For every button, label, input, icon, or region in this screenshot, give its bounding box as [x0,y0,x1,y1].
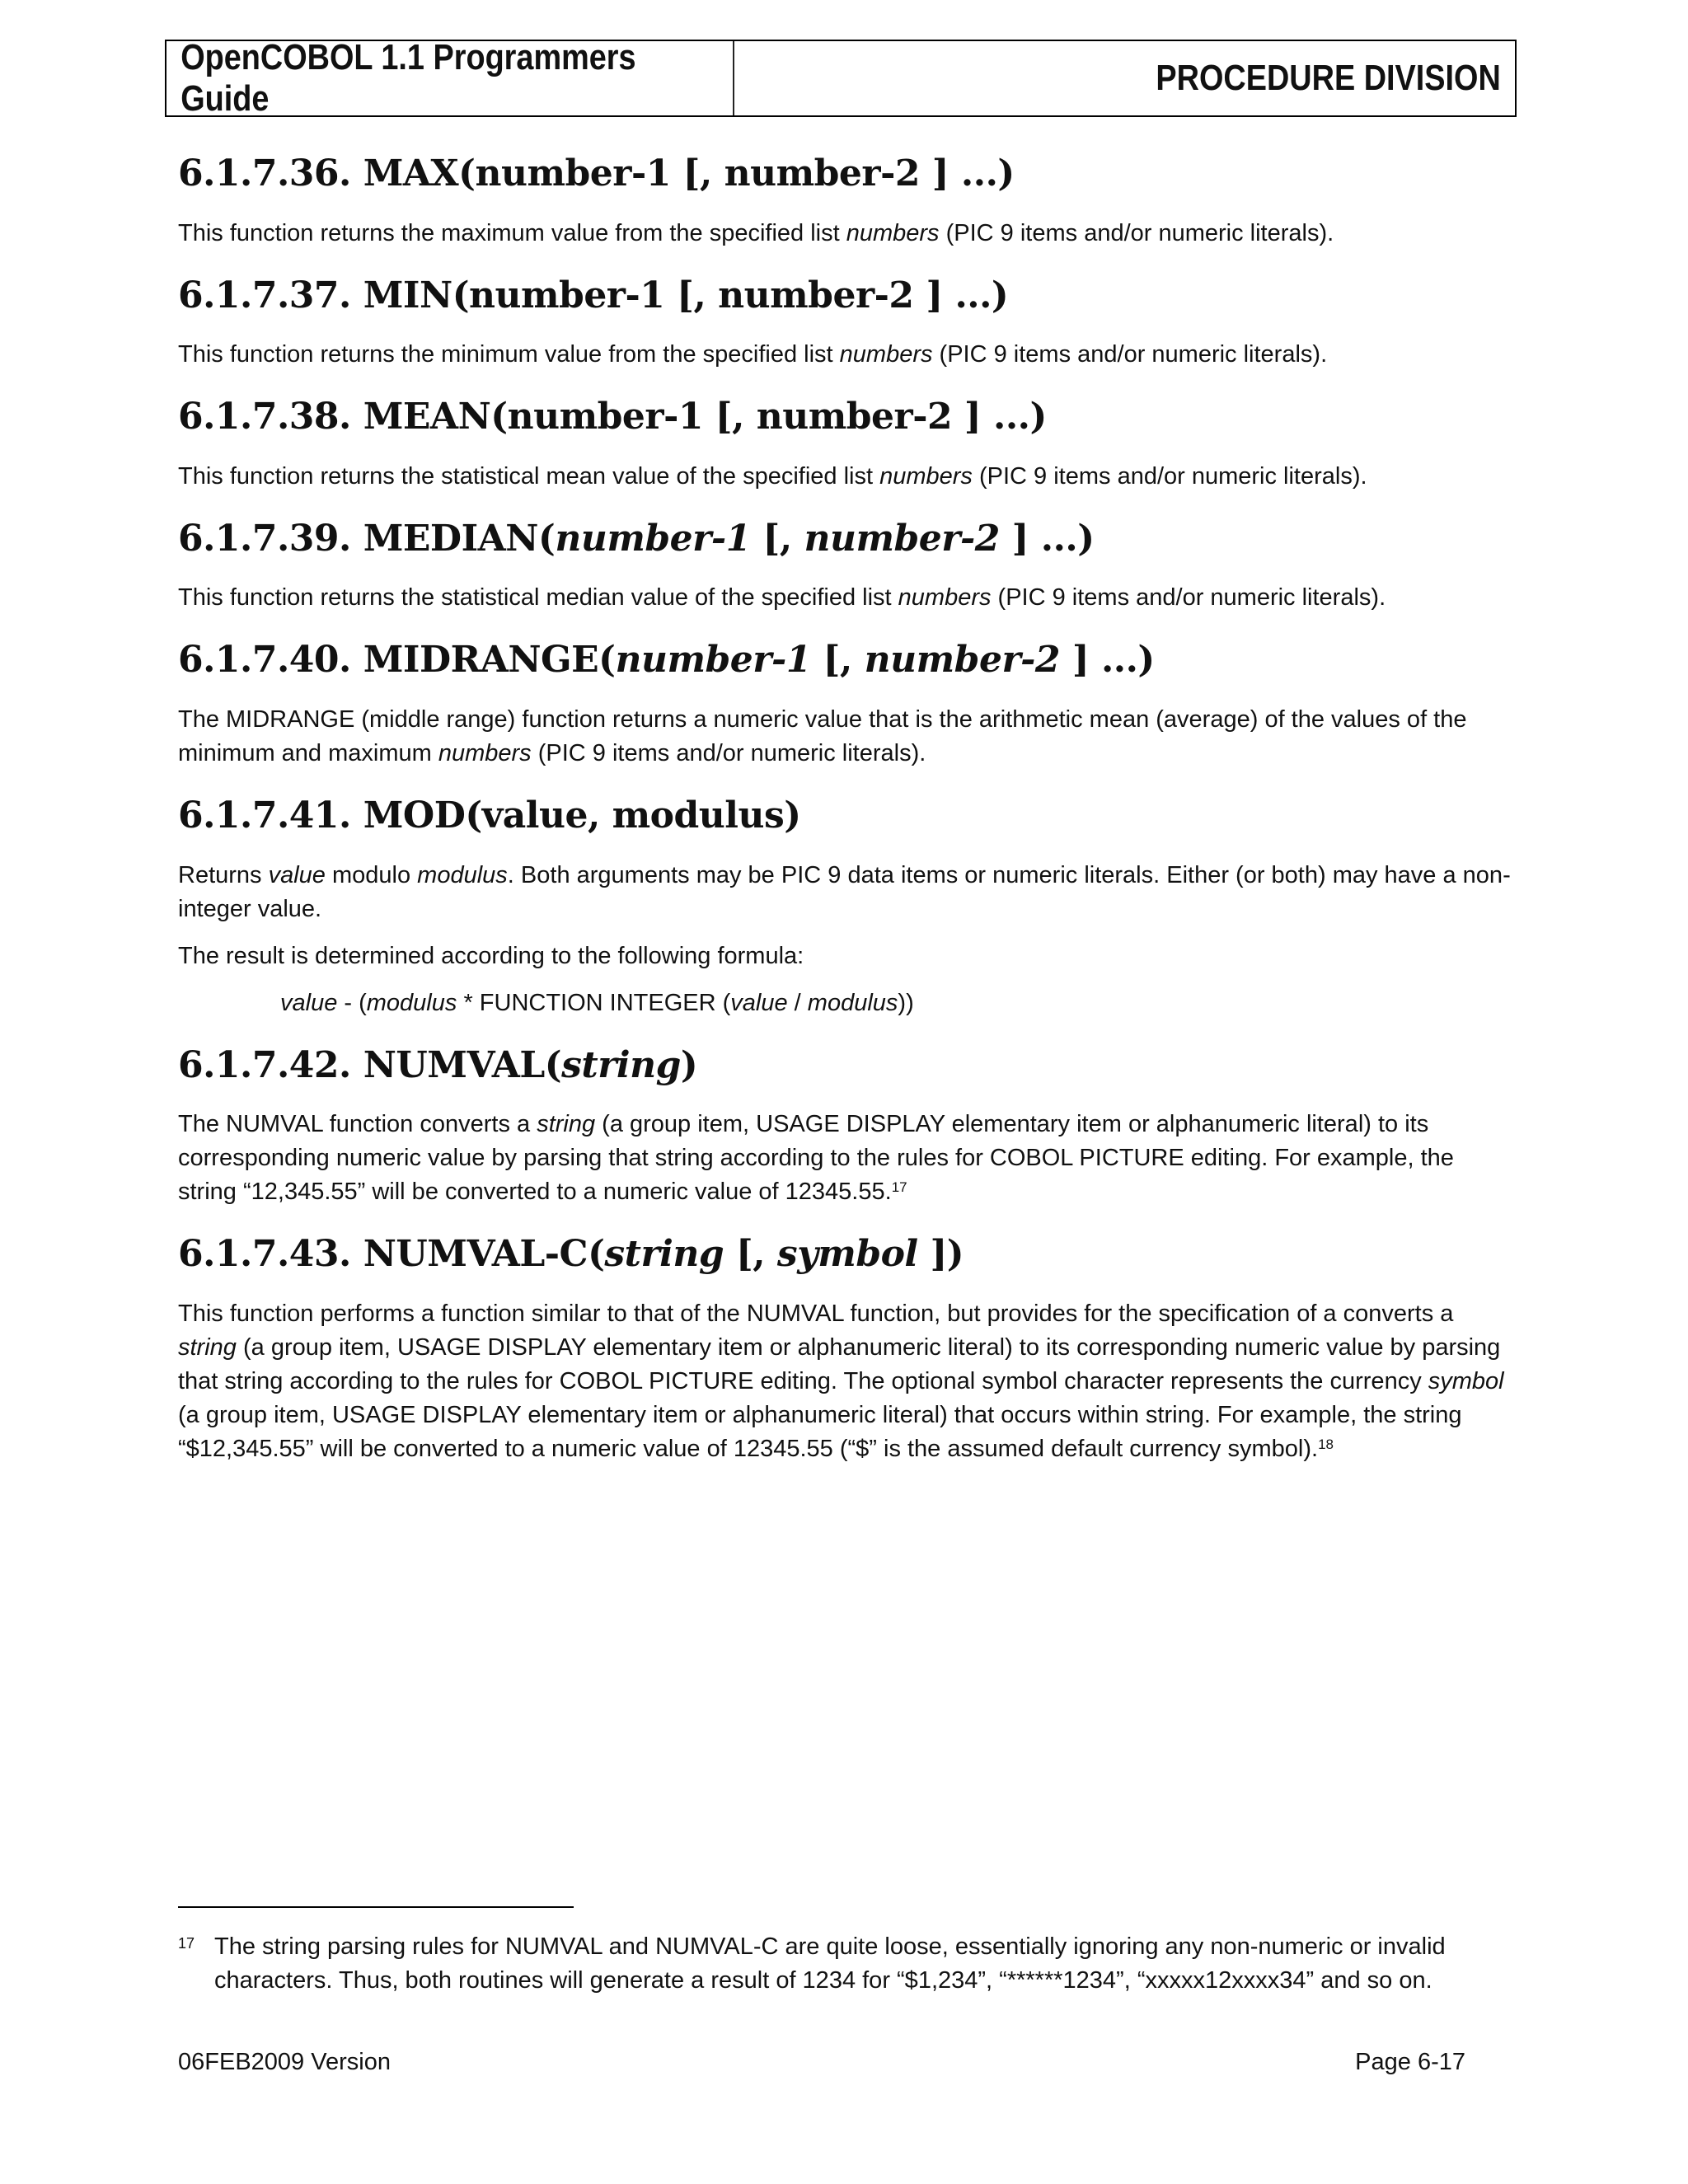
section-midrange [178,640,1518,771]
section-title: NUMVAL-C(string [, symbol ]) [363,1233,964,1276]
section-number: 6.1.7.42. [178,1043,351,1086]
footnote [178,1930,1518,1998]
section-numval-c [178,1234,1518,1466]
section-number: 6.1.7.37. [178,274,351,316]
section-title: MIDRANGE(number-1 [, number-2 ] ...) [363,639,1155,682]
section-median [178,518,1518,616]
section-title: MEDIAN(number-1 [, number-2 ] ...) [363,517,1095,560]
page-footer [178,2049,1465,2076]
section-heading [178,795,1518,837]
section-min [178,275,1518,373]
section-body: The NUMVAL function converts a string (a group item, USAGE DISPLAY elementary item or alphanumeric literal) to its corresponding numeric value by parsing that string according to the rules for COBOL PICTURE editing. For example, the string “12,345.55” will be converted to a numeric value of 12345.55.17 [178,1111,1454,1206]
section-max [178,153,1518,251]
footnote-separator [178,1906,574,1908]
section-heading [178,275,1518,317]
header-guide-title-cell [166,37,734,119]
footnote-number: 17 [178,1935,195,1952]
section-title: MEAN(number-1 [, number-2 ] ...) [363,396,1047,438]
footnote-reference[interactable]: 17 [891,1179,907,1196]
section-body: This function performs a function similar to that of the NUMVAL function, but provides for the specification of a converts a string (a group item, USAGE DISPLAY elementary item or alphanumeric literal) to its corresponding numeric value by parsing that string according to the rules for COBOL PICTURE editing. The optional symbol character represents the currency symbol (a group item, USAGE DISPLAY elementary item or alphanumeric literal) that occurs within string. For example, the string “$12,345.55” will be converted to a numeric value of 12345.55 (“$” is the assumed default currency symbol).$^{18}$ [178,1300,1504,1462]
section-heading [178,640,1518,682]
section-heading [178,1234,1518,1276]
header-division-cell [923,41,1515,115]
section-heading [178,1045,1518,1087]
section-body: The result is determined according to the following formula: [178,942,804,969]
header-guide-title: OpenCOBOL 1.1 Programmers Guide [181,37,636,119]
section-body: The MIDRANGE (middle range) function returns a numeric value that is the arithmetic mean (average) of the values of the minimum and maximum numbers (PIC 9 items and/or numeric literals). [178,705,1467,766]
page-header [165,37,1517,119]
section-title: NUMVAL(string) [363,1043,698,1086]
section-body: Returns value modulo modulus. Both arguments may be PIC 9 data items or numeric literals. Either (or both) may have a non-integer value. [178,861,1511,922]
section-numval [178,1045,1518,1210]
section-title: MIN(number-1 [, number-2 ] ...) [363,274,1009,316]
header-division-title: PROCEDURE DIVISION [1156,58,1501,98]
page-content [178,153,1518,1491]
section-number: 6.1.7.38. [178,396,351,438]
footer-page-number: Page 6-17 [1355,2049,1465,2075]
section-number: 6.1.7.43. [178,1233,351,1276]
section-number: 6.1.7.39. [178,517,351,560]
section-heading [178,518,1518,560]
footnote-reference[interactable]: 18 [1318,1436,1334,1452]
section-mean [178,396,1518,494]
footnote-text: The string parsing rules for NUMVAL and NUMVAL-C are quite loose, essentially ignoring any non-numeric or invalid characters. Thus, both routines will generate a result of 1234 for “$1,234”, “******1234”, “xxxxx12xxxx34” and so on. [214,1933,1446,1994]
section-number: 6.1.7.41. [178,794,351,837]
section-mod [178,795,1518,1020]
section-body: This function returns the statistical mean value of the specified list numbers (PIC 9 items and/or numeric literals). [178,462,1367,490]
section-title: MOD(value, modulus) [363,794,801,837]
section-body: This function returns the minimum value from the specified list numbers (PIC 9 items and/or numeric literals). [178,341,1328,368]
footer-version: 06FEB2009 Version [178,2049,391,2075]
section-number: 6.1.7.36. [178,152,351,194]
section-body: This function returns the maximum value from the specified list numbers (PIC 9 items and/or numeric literals). [178,219,1334,246]
mod-formula: value - (modulus * FUNCTION INTEGER (value / modulus)) [280,989,914,1016]
section-body: This function returns the statistical median value of the specified list numbers (PIC 9 items and/or numeric literals). [178,584,1386,612]
section-number: 6.1.7.40. [178,639,351,682]
section-heading [178,153,1518,195]
section-title: MAX(number-1 [, number-2 ] ...) [363,152,1015,194]
section-heading [178,396,1518,438]
